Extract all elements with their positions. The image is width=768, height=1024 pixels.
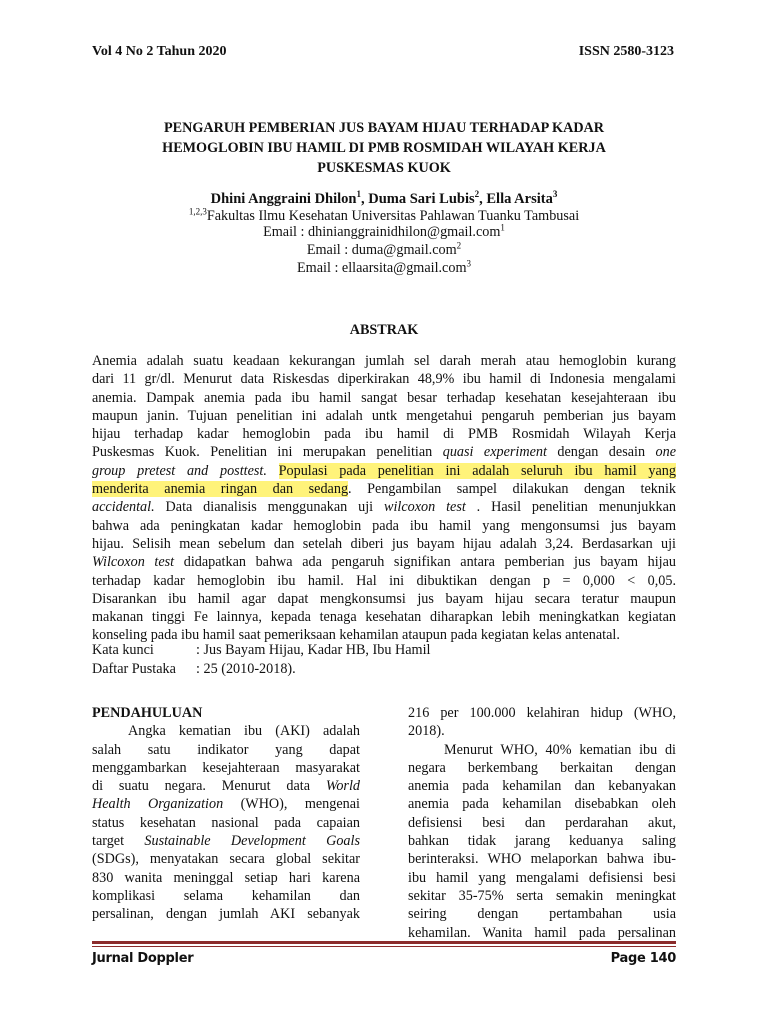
footer-journal-name: Jurnal Doppler — [92, 951, 194, 966]
abstract-line: hijau. Selisih mean sebelum dan setelah diberi jus bayam hijau adalah 3,24. Berdasarkan uji — [92, 535, 676, 552]
body-line: Angka kematian ibu (AKI) adalah — [128, 723, 360, 740]
body-line: sekitar 35-75% serta semakin meningkat — [408, 887, 676, 904]
email-line — [92, 241, 676, 259]
body-line: ibu hamil yang mengalami defisiensi besi — [408, 869, 676, 886]
email-list — [92, 223, 676, 277]
abstract-line: konseling pada ibu hamil saat pemeriksaan kehamilan ataupun pada kegiatan kelas antenatal. — [92, 627, 620, 644]
abstract-line: menderita anemia ringan dan sedang. Pengambilan sampel dilakukan dengan teknik — [92, 481, 677, 498]
footer-page-number: Page 140 — [610, 951, 676, 966]
email-sup: 2 — [456, 240, 462, 251]
body-line: status kesehatan nasional pada capaian — [92, 814, 360, 831]
author-list — [92, 190, 676, 208]
abstract-line: Disarankan ibu hamil agar dapat mengkonsumsi jus bayam hijau secara teratur maupun — [92, 590, 676, 607]
email-1: Email : dhinianggrainidhilon@gmail.com — [263, 224, 501, 240]
email-line — [92, 223, 676, 241]
abstract-line: dari 11 gr/dl. Menurut data Riskesdas diperkirakan 48,9% ibu hamil di Indonesia mengalami — [92, 371, 676, 388]
keywords-block — [92, 641, 676, 679]
email-sup: 1 — [500, 222, 505, 233]
title-line: PENGARUH PEMBERIAN JUS BAYAM HIJAU TERHADAP KADAR — [163, 120, 605, 136]
body-line: 216 per 100.000 kelahiran hidup (WHO, — [408, 705, 676, 721]
highlight: menderita anemia ringan dan sedang — [92, 481, 349, 498]
abstract-line: bahwa ada peningkatan kadar hemoglobin pada ibu hamil yang mengonsumsi jus bayam — [92, 517, 676, 534]
footer-rule-thin — [92, 946, 676, 947]
body-line: seiring dengan pertambahan usia — [408, 906, 676, 923]
issn: ISSN 2580-3123 — [578, 44, 674, 59]
email-3: Email : ellaarsita@gmail.com — [297, 260, 467, 276]
abstract-line: Anemia adalah suatu keadaan kekurangan jumlah sel darah merah atau hemoglobin kurang — [92, 353, 676, 369]
body-line: kehamilan. Wanita hamil pada persalinan — [408, 924, 676, 941]
keywords-value: : Jus Bayam Hijau, Kadar HB, Ibu Hamil — [196, 642, 431, 658]
body-line: (SDGs), menyatakan secara global sekitar — [92, 851, 360, 868]
body-line: di suatu negara. Menurut data World — [92, 778, 360, 795]
body-line: menggambarkan kesejahteraan masyarakat — [92, 759, 360, 776]
abstract-line: Wilcoxon test didapatkan bahwa ada pengaruh signifikan antara pemberian jus bayam hijau — [92, 554, 676, 571]
abstract-line: maupun janin. Tujuan penelitian ini adalah untk mengetahui pengaruh pemberian jus bayam — [92, 407, 676, 424]
author-name: , Ella Arsita — [479, 191, 553, 207]
body-line: Menurut WHO, 40% kematian ibu di — [444, 741, 676, 758]
keywords-label: Kata kunci — [92, 642, 154, 658]
highlight: Populasi pada penelitian ini adalah seluruh ibu hamil yang — [278, 462, 676, 479]
body-line: anemia pada kehamilan dan kebanyakan — [408, 778, 676, 795]
abstract-line: anemia. Dampak anemia pada ibu hamil sangat besar terhadap kesehatan kesejahteraan ibu — [92, 389, 676, 406]
paper-title — [92, 118, 676, 178]
footer-rule — [92, 941, 676, 944]
body-line: Health Organization (WHO), mengenai — [92, 796, 361, 813]
email-2: Email : duma@gmail.com — [306, 242, 457, 258]
references-value: : 25 (2010-2018). — [196, 661, 296, 677]
affiliation-text: Fakultas Ilmu Kesehatan Universitas Pahlawan Tuanku Tambusai — [206, 208, 580, 224]
abstract-body — [92, 352, 676, 645]
left-column — [92, 704, 360, 924]
body-line: berinteraksi. WHO melaporkan bahwa ibu- — [408, 851, 676, 868]
body-line: komplikasi selama kehamilan dan — [92, 887, 360, 904]
keywords-row — [92, 641, 676, 660]
body-line: salah satu indikator yang dapat — [92, 741, 360, 758]
email-line — [92, 259, 676, 277]
body-line: target Sustainable Development Goals — [92, 833, 360, 850]
abstract-line: Puskesmas Kuok. Penelitian ini merupakan penelitian quasi experiment dengan desain one — [92, 444, 676, 461]
abstract-line: group pretest and posttest. Populasi pada penelitian ini adalah seluruh ibu hamil yang — [92, 462, 676, 479]
author-sup: 3 — [552, 189, 558, 200]
body-line: 2018). — [408, 723, 445, 740]
right-column — [408, 704, 676, 942]
title-line: HEMOGLOBIN IBU HAMIL DI PMB ROSMIDAH WILAYAH KERJA — [162, 140, 606, 156]
title-line: PUSKESMAS KUOK — [317, 160, 451, 176]
author-sup: 2 — [474, 189, 480, 200]
abstract-heading: ABSTRAK — [349, 322, 419, 338]
references-label: Daftar Pustaka — [92, 661, 176, 677]
affiliation-sup: 1,2,3 — [188, 206, 207, 217]
email-sup: 3 — [466, 258, 471, 269]
body-line: 830 wanita meninggal setiap hari karena — [92, 869, 360, 886]
author-name: Dhini Anggraini Dhilon — [210, 191, 357, 207]
section-heading: PENDAHULUAN — [92, 705, 203, 721]
abstract-line: hijau terhadap kadar hemoglobin pada ibu hamil di PMB Rosmidah Wilayah Kerja — [92, 426, 676, 443]
body-line: negara berkembang berkaitan dengan — [408, 759, 676, 776]
abstract-line: terhadap kadar hemoglobin ibu hamil. Hal ini dibuktikan dengan p = 0,000 < 0,05. — [92, 572, 676, 589]
references-row — [92, 660, 676, 679]
journal-volume: Vol 4 No 2 Tahun 2020 — [92, 44, 227, 59]
abstract-line: makanan tinggi Fe lainnya, kepada tenaga kesehatan diharapkan lebih meningkatkan kegiatan — [92, 609, 676, 626]
body-line: anemia pada kehamilan disebabkan oleh — [408, 796, 676, 813]
body-line: bahkan tidak jarang keduanya saling — [408, 833, 676, 850]
abstract-line: accidental. Data dianalisis menggunakan uji wilcoxon test . Hasil penelitian menunjukkan — [92, 499, 676, 516]
author-sup: 1 — [356, 189, 361, 200]
author-name: , Duma Sari Lubis — [361, 191, 475, 207]
body-line: persalinan, dengan jumlah AKI sebanyak — [92, 906, 360, 923]
body-line: defisiensi besi dan perdarahan akut, — [408, 814, 676, 831]
